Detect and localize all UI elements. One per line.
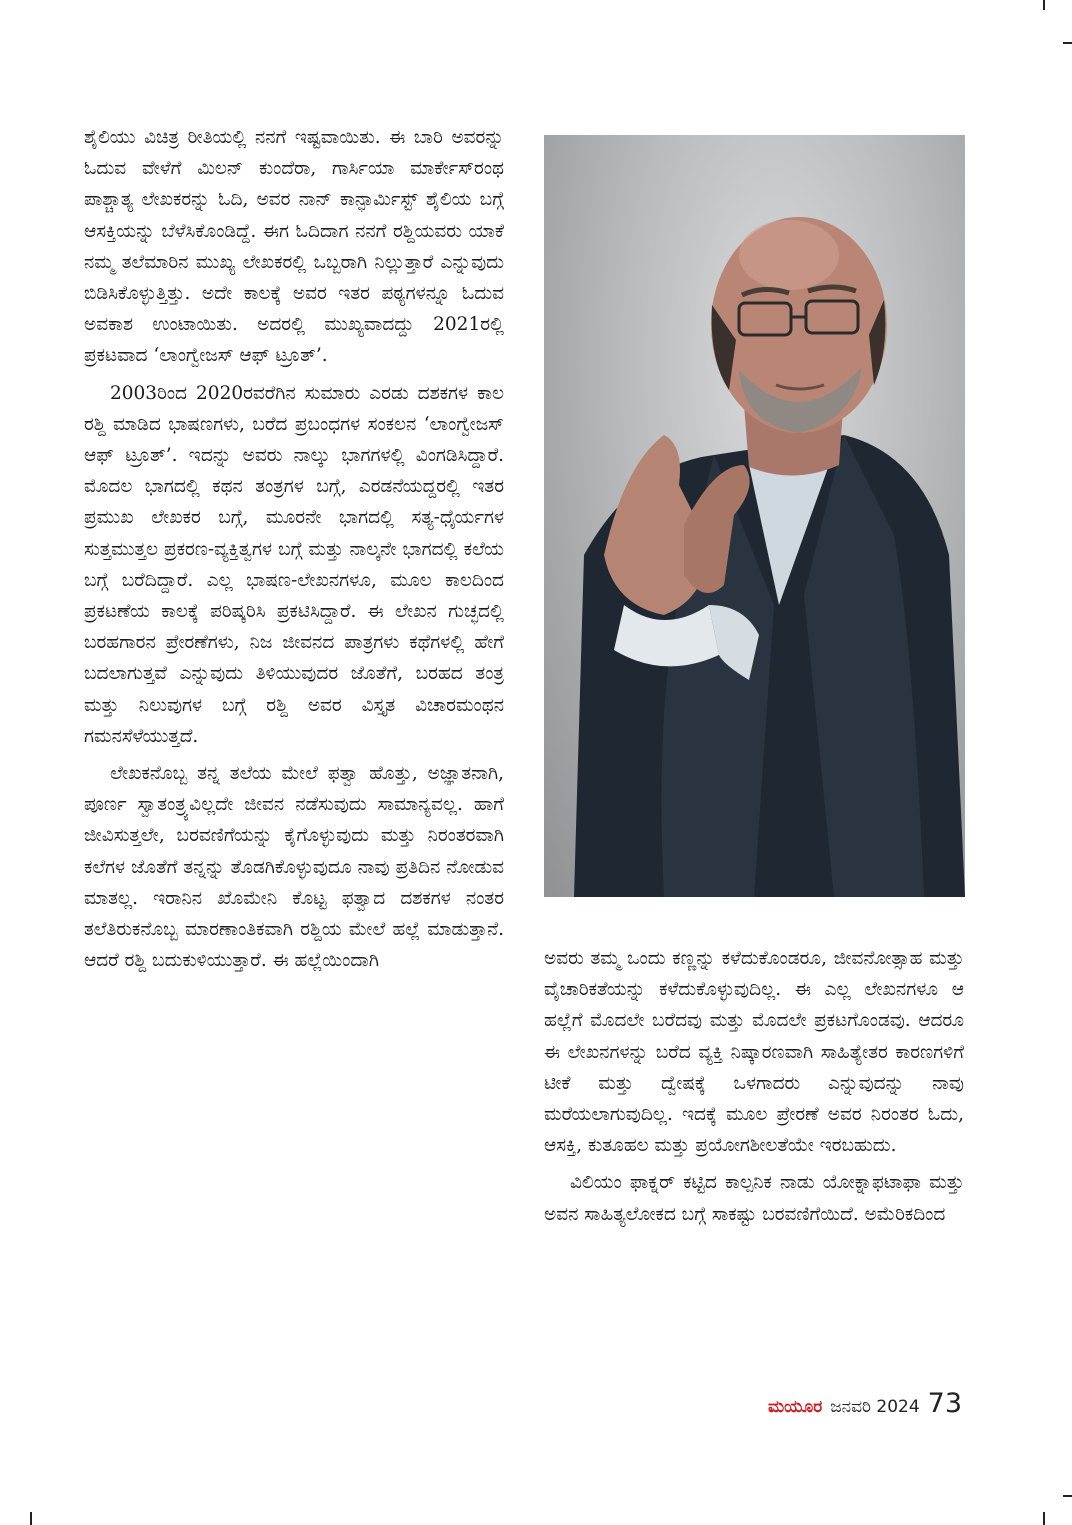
page-footer (768, 1388, 962, 1419)
page-number: 73 (927, 1388, 962, 1419)
paragraph-3: ಲೇಖಕನೊಬ್ಬ ತನ್ನ ತಲೆಯ ಮೇಲೆ ಫತ್ವಾ ಹೊತ್ತು, ಅಜ್ಞಾತನಾಗಿ, ಪೂರ್ಣ ಸ್ವಾತಂತ್ರ್ಯವಿಲ್ಲದೇ ಜೀವನ ನಡೆಸುವುದು ಸಾಮಾನ್ಯವಲ್ಲ. ಹಾಗೆ ಜೀವಿಸುತ್ತಲೇ, ಬರವಣಿಗೆಯನ್ನು ಕೈಗೊಳ್ಳುವುದು ಮತ್ತು ನಿರಂತರವಾಗಿ ಕಲೆಗಳ ಜೊತೆಗೆ ತನ್ನನ್ನು ತೊಡಗಿಕೊಳ್ಳುವುದೂ ನಾವು ಪ್ರತಿದಿನ ನೋಡುವ ಮಾತಲ್ಲ. ಇರಾನಿನ ಖೊಮೇನಿ ಕೊಟ್ಟ ಫತ್ವಾದ ದಶಕಗಳ ನಂತರ ತಲೆತಿರುಕನೊಬ್ಬ ಮಾರಣಾಂತಿಕವಾಗಿ ರಶ್ದಿಯ ಮೇಲೆ ಹಲ್ಲೆ ಮಾಡುತ್ತಾನೆ. ಆದರೆ ರಶ್ದಿ ಬದುಕುಳಿಯುತ್ತಾರೆ. ಈ ಹಲ್ಲೆಯಿಂದಾಗಿ (84, 763, 504, 972)
crop-mark-right-upper (1063, 42, 1072, 44)
crop-mark-top-right (1043, 0, 1045, 10)
right-text-column (544, 943, 964, 1236)
magazine-brand: ಮಯೂರ (767, 1397, 823, 1417)
paragraph-2: 2003ರಿಂದ 2020ರವರೆಗಿನ ಸುಮಾರು ಎರಡು ದಶಕಗಳ ಕಾಲ ರಶ್ದಿ ಮಾಡಿದ ಭಾಷಣಗಳು, ಬರೆದ ಪ್ರಬಂಧಗಳ ಸಂಕಲನ ‘ಲಾಂಗ್ವೇಜಸ್ ಆಫ್ ಟ್ರೂತ್’. ಇದನ್ನು ಅವರು ನಾಲ್ಕು ಭಾಗಗಳಲ್ಲಿ ವಿಂಗಡಿಸಿದ್ದಾರೆ. ಮೊದಲ ಭಾಗದಲ್ಲಿ ಕಥನ ತಂತ್ರಗಳ ಬಗ್ಗೆ, ಎರಡನೆಯದ್ದರಲ್ಲಿ ಇತರ ಪ್ರಮುಖ ಲೇಖಕರ ಬಗ್ಗೆ, ಮೂರನೇ ಭಾಗದಲ್ಲಿ ಸತ್ಯ-ಧೈರ್ಯಗಳ ಸುತ್ತಮುತ್ತಲ ಪ್ರಕರಣ-ವ್ಯಕ್ತಿತ್ವಗಳ ಬಗ್ಗೆ ಮತ್ತು ನಾಲ್ಕನೇ ಭಾಗದಲ್ಲಿ ಕಲೆಯ ಬಗ್ಗೆ ಬರೆದಿದ್ದಾರೆ. ಎಲ್ಲ ಭಾಷಣ-ಲೇಖನಗಳೂ, ಮೂಲ ಕಾಲದಿಂದ ಪ್ರಕಟಣೆಯ ಕಾಲಕ್ಕೆ ಪರಿಷ್ಕರಿಸಿ ಪ್ರಕಟಿಸಿದ್ದಾರೆ. ಈ ಲೇಖನ ಗುಚ್ಛದಲ್ಲಿ ಬರಹಗಾರನ ಪ್ರೇರಣೆಗಳು, ನಿಜ ಜೀವನದ ಪಾತ್ರಗಳು ಕಥೆಗಳಲ್ಲಿ ಹೇಗೆ ಬದಲಾಗುತ್ತವೆ ಎನ್ನುವುದು ತಿಳಿಯುವುದರ ಜೊತೆಗೆ, ಬರಹದ ತಂತ್ರ ಮತ್ತು ನಿಲುವುಗಳ ಬಗ್ಗೆ ರಶ್ದಿ ಅವರ ವಿಸ್ತೃತ ವಿಚಾರಮಂಥನ ಗಮನಸೆಳೆಯುತ್ತದೆ. (84, 382, 504, 747)
crop-mark-bottom-left (30, 1512, 32, 1525)
paragraph-4: ಅವರು ತಮ್ಮ ಒಂದು ಕಣ್ಣನ್ನು ಕಳೆದುಕೊಂಡರೂ, ಜೀವನೋತ್ಸಾಹ ಮತ್ತು ವೈಚಾರಿಕತೆಯನ್ನು ಕಳೆದುಕೊಳ್ಳುವುದಿಲ್ಲ. ಈ ಎಲ್ಲ ಲೇಖನಗಳೂ ಆ ಹಲ್ಲೆಗೆ ಮೊದಲೇ ಬರೆದವು ಮತ್ತು ಮೊದಲೇ ಪ್ರಕಟಗೊಂಡವು. ಆದರೂ ಈ ಲೇಖನಗಳನ್ನು ಬರೆದ ವ್ಯಕ್ತಿ ನಿಷ್ಕಾರಣವಾಗಿ ಸಾಹಿತ್ಯೇತರ ಕಾರಣಗಳಿಗೆ ಟೀಕೆ ಮತ್ತು ದ್ವೇಷಕ್ಕೆ ಒಳಗಾದರು ಎನ್ನುವುದನ್ನು ನಾವು ಮರೆಯಲಾಗುವುದಿಲ್ಲ. ಇದಕ್ಕೆ ಮೂಲ ಪ್ರೇರಣೆ ಅವರ ನಿರಂತರ ಓದು, ಆಸಕ್ತಿ, ಕುತೂಹಲ ಮತ್ತು ಪ್ರಯೋಗಶೀಲತೆಯೇ ಇರಬಹುದು. (544, 948, 964, 1157)
crop-mark-right-lower (1063, 1495, 1072, 1497)
paragraph-5: ವಿಲಿಯಂ ಫಾಕ್ನರ್ ಕಟ್ಟಿದ ಕಾಲ್ಪನಿಕ ನಾಡು ಯೋಕ್ನಾಫಟಾಫಾ ಮತ್ತು ಅವನ ಸಾಹಿತ್ಯಲೋಕದ ಬಗ್ಗೆ ಸಾಕಷ್ಟು ಬರವಣಿಗೆಯಿದೆ. ಅಮೆರಿಕದಿಂದ (544, 1172, 964, 1225)
left-text-column (84, 122, 504, 982)
portrait-illustration (544, 135, 965, 897)
issue-date: ಜನವರಿ 2024 (830, 1397, 920, 1417)
paragraph-1: ಶೈಲಿಯು ವಿಚಿತ್ರ ರೀತಿಯಲ್ಲಿ ನನಗೆ ಇಷ್ಟವಾಯಿತು. ಈ ಬಾರಿ ಅವರನ್ನು ಓದುವ ವೇಳೆಗೆ ಮಿಲನ್ ಕುಂದೆರಾ, ಗಾರ್ಸಿಯಾ ಮಾರ್ಕೇಸ್‌ರಂಥ ಪಾಶ್ಚಾತ್ಯ ಲೇಖಕರನ್ನು ಓದಿ, ಅವರ ನಾನ್ ಕಾನ್ಫಾರ್ಮಿಸ್ಟ್ ಶೈಲಿಯ ಬಗ್ಗೆ ಆಸಕ್ತಿಯನ್ನು ಬೆಳೆಸಿಕೊಂಡಿದ್ದೆ. ಈಗ ಓದಿದಾಗ ನನಗೆ ರಶ್ದಿಯವರು ಯಾಕೆ ನಮ್ಮ ತಲೆಮಾರಿನ ಮುಖ್ಯ ಲೇಖಕರಲ್ಲಿ ಒಬ್ಬರಾಗಿ ನಿಲ್ಲುತ್ತಾರೆ ಎನ್ನುವುದು ಬಿಡಿಸಿಕೊಳ್ಳುತ್ತಿತ್ತು. ಅದೇ ಕಾಲಕ್ಕೆ ಅವರ ಇತರ ಪಠ್ಯಗಳನ್ನೂ ಓದುವ ಅವಕಾಶ ಉಂಟಾಯಿತು. ಅದರಲ್ಲಿ ಮುಖ್ಯವಾದದ್ದು 2021ರಲ್ಲಿ ಪ್ರಕಟವಾದ ‘ಲಾಂಗ್ವೇಜಸ್ ಆಫ್ ಟ್ರೂತ್’. (84, 127, 504, 367)
author-photo (544, 135, 965, 897)
crop-mark-bottom-right (1043, 1512, 1045, 1525)
